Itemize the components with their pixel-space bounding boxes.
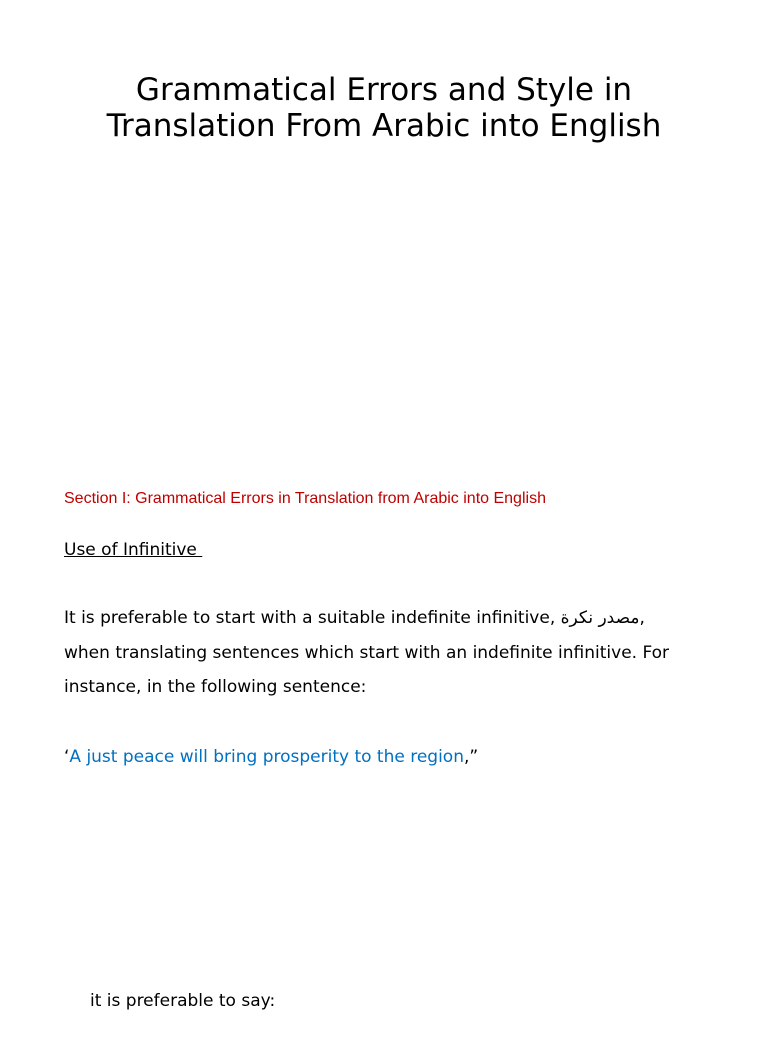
- example-open-quote: ‘: [64, 747, 70, 767]
- section-heading: Section I: Grammatical Errors in Translation from Arabic into English: [64, 490, 546, 507]
- paragraph-text-start: It is preferable to start with a suitable indefinite infinitive,: [64, 608, 561, 628]
- follow-up-text: it is preferable to say:: [90, 991, 276, 1011]
- subheading-use-of-infinitive: Use of Infinitive: [64, 540, 203, 560]
- body-paragraph: [64, 601, 694, 705]
- example-sentence: A just peace will bring prosperity to the region: [69, 747, 464, 767]
- arabic-term: مصدر نكرة: [560, 608, 640, 628]
- paragraph-text-end: , when translating sentences which start with an indefinite infinitive. For instance, in the following sentence:: [64, 608, 670, 697]
- cut-off-text-line: [245, 1016, 250, 1040]
- example-sentence-line: [64, 745, 478, 769]
- document-title: Grammatical Errors and Style in Translation From Arabic into English: [106, 72, 662, 144]
- example-close-quote: ,”: [463, 747, 479, 767]
